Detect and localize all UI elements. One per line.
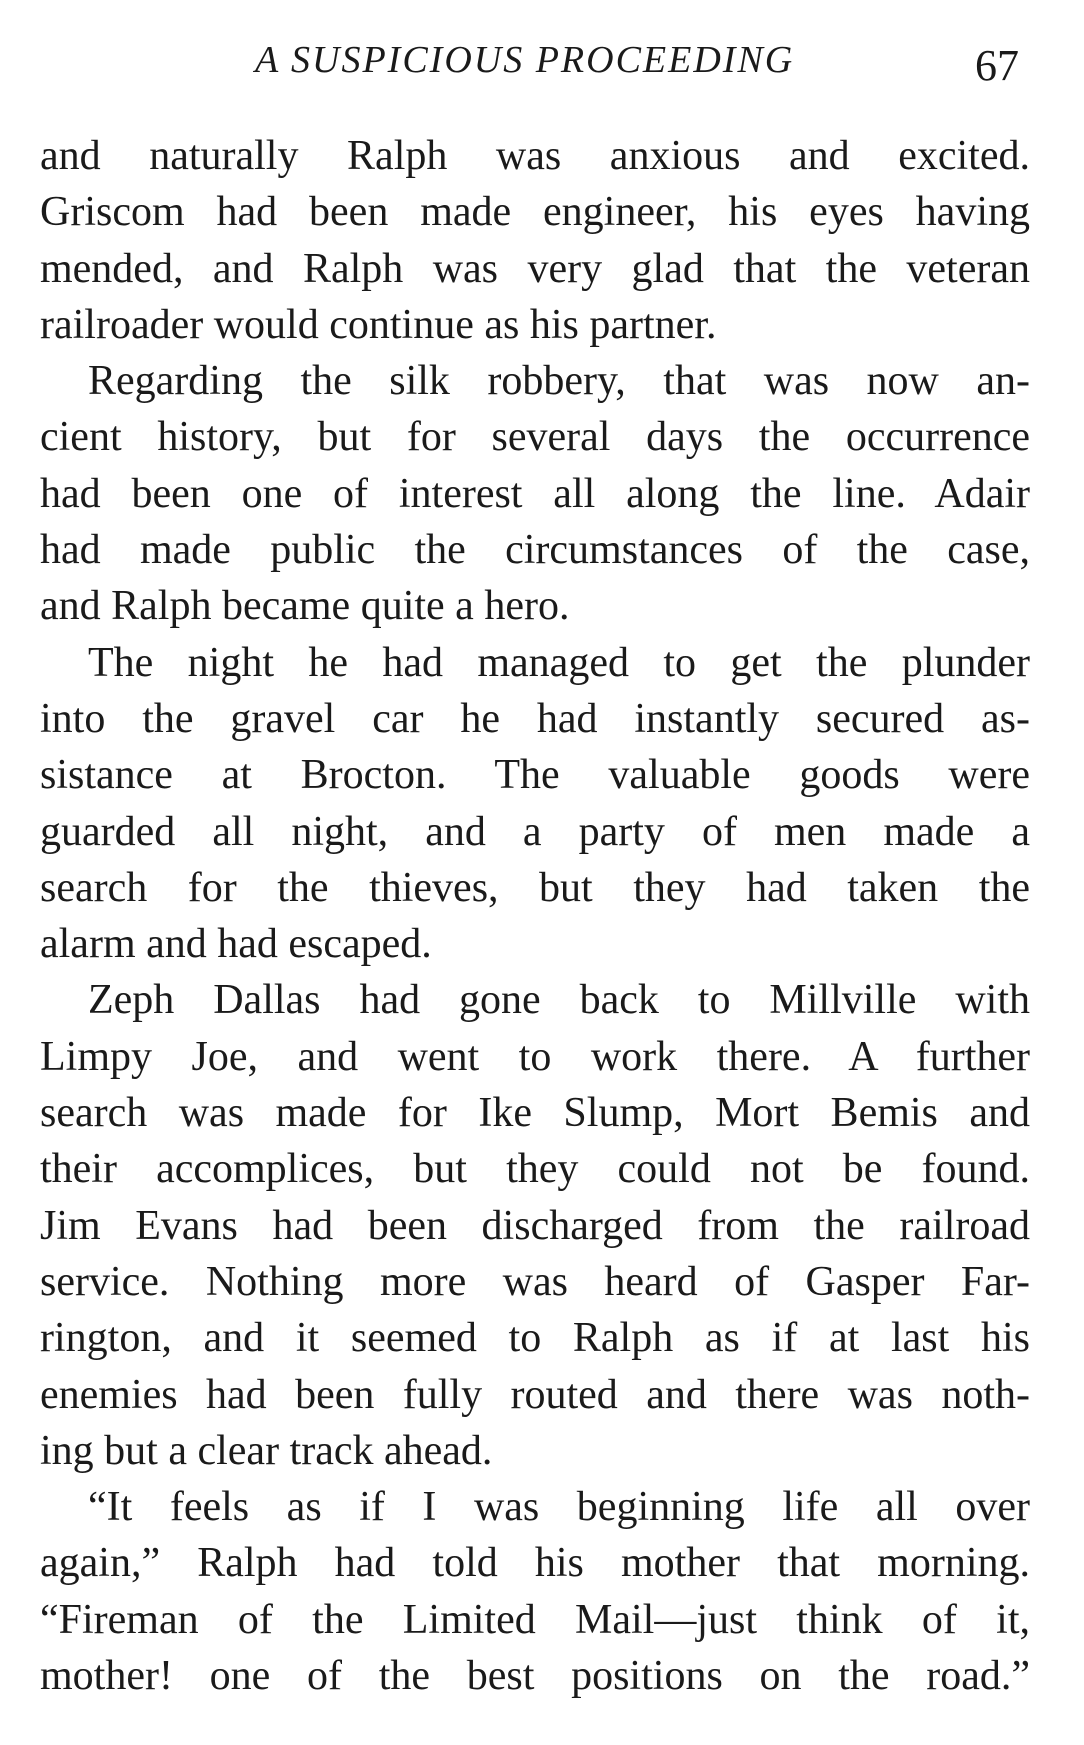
text-line: alarm and had escaped. [40,921,432,968]
text-line: Zeph Dallas had gone back to Millville with [88,977,1030,1024]
text-line: their accomplices, but they could not be found. [40,1146,1030,1193]
text-line: into the gravel car he had instantly secured as- [40,695,1030,742]
text-line: ing but a clear track ahead. [40,1427,493,1474]
paragraph [40,972,1030,1479]
text-line: cient history, but for several days the occurrence [40,414,1030,461]
paragraph [40,635,1030,973]
text-line: guarded all night, and a party of men made a [40,808,1030,855]
text-line: had been one of interest all along the line. Adair [40,470,1030,517]
paragraph [40,1479,1030,1704]
text-line: The night he had managed to get the plunder [88,639,1030,686]
text-line: “It feels as if I was beginning life all over [88,1484,1030,1531]
text-line: rington, and it seemed to Ralph as if at last his [40,1315,1030,1362]
text-line: mended, and Ralph was very glad that the veteran [40,245,1030,292]
text-line: Limpy Joe, and went to work there. A further [40,1033,1030,1080]
text-line: search for the thieves, but they had taken the [40,864,1030,911]
text-line: and Ralph became quite a hero. [40,583,570,630]
paragraph [40,353,1030,634]
text-line: again,” Ralph had told his mother that morning. [40,1540,1030,1587]
text-line: and naturally Ralph was anxious and excited. [40,133,1030,179]
text-line: Jim Evans had been discharged from the railroad [40,1202,1030,1249]
text-line: Griscom had been made engineer, his eyes having [40,189,1030,236]
text-line: “Fireman of the Limited Mail—just think of it, [40,1596,1030,1643]
text-line: Regarding the silk robbery, that was now an- [88,358,1030,405]
body-text [40,128,1030,1704]
text-line: service. Nothing more was heard of Gasper Far- [40,1258,1030,1305]
text-line: had made public the circumstances of the case, [40,527,1030,574]
text-line: enemies had been fully routed and there was noth- [40,1371,1030,1418]
page-number: 67 [975,41,1019,90]
text-line: search was made for Ike Slump, Mort Bemis and [40,1090,1030,1137]
paragraph [40,128,1030,353]
text-line: railroader would continue as his partner. [40,301,717,348]
running-title: A SUSPICIOUS PROCEEDING [255,39,795,81]
text-line: mother! one of the best positions on the road.” [40,1653,1030,1700]
text-line: sistance at Brocton. The valuable goods were [40,752,1030,799]
